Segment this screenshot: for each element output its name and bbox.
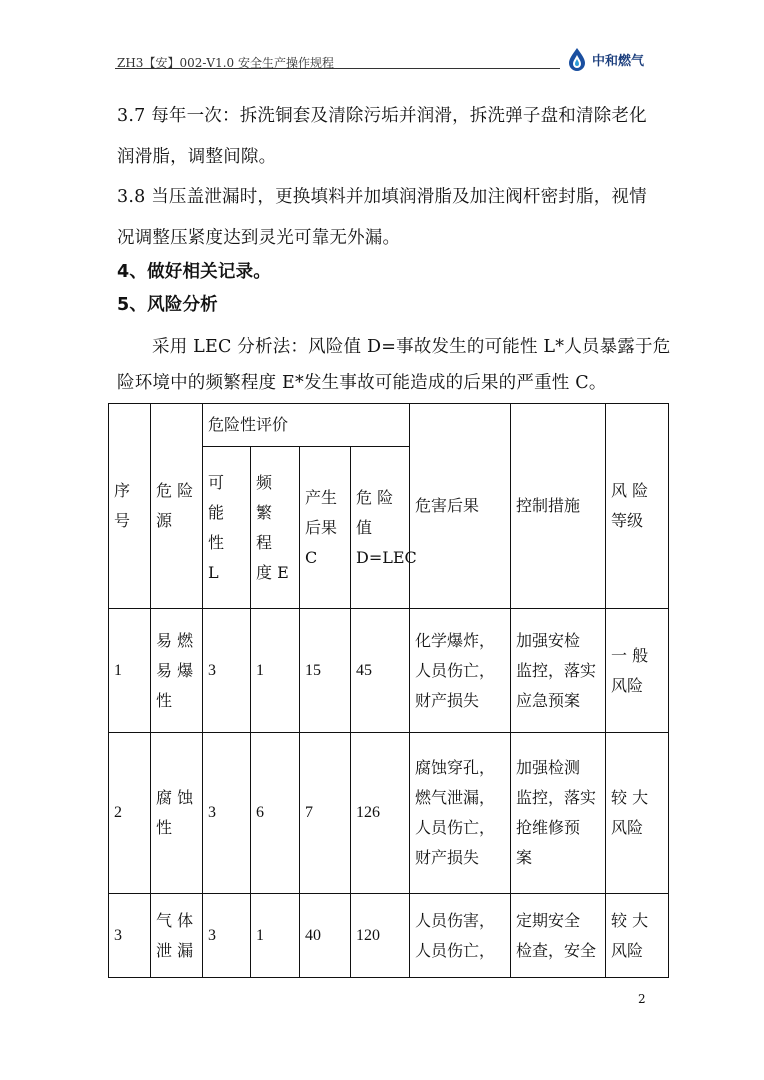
paragraph-3-8-line-1: 3.8 当压盖泄漏时，更换填料并加填润滑脂及加注阀杆密封脂，视情 [117,187,647,207]
header-consequence-score: 产生 后果 C [300,447,351,609]
page-number: 2 [638,992,646,1006]
paragraph-3-7-line-2: 润滑脂，调整间隙。 [117,147,277,167]
row-seq: 1 [109,609,151,733]
row-frequency: 6 [251,733,300,894]
header-likelihood: 可 能 性 L [203,447,251,609]
table-row [109,609,669,733]
risk-analysis-table [108,403,669,978]
row-control: 定期安全 检查，安全 [511,894,606,978]
row-seq: 3 [109,894,151,978]
row-seq: 2 [109,733,151,894]
row-likelihood: 3 [203,733,251,894]
header-consequence: 危害后果 [410,404,511,609]
table-row [109,894,669,978]
row-likelihood: 3 [203,609,251,733]
header-seq: 序 号 [109,404,151,609]
row-frequency: 1 [251,609,300,733]
row-consequence: 化学爆炸， 人员伤亡， 财产损失 [410,609,511,733]
header-frequency: 频 繁 程 度 E [251,447,300,609]
lec-paragraph-line-1: 采用 LEC 分析法：风险值 D=事故发生的可能性 L*人员暴露于危 [152,337,671,357]
row-risk-value: 120 [351,894,410,978]
header-risk-level: 风 险 等级 [606,404,669,609]
table-header-row-1 [109,404,669,447]
row-consequence: 腐蚀穿孔， 燃气泄漏， 人员伤亡， 财产损失 [410,733,511,894]
lec-paragraph-line-2: 险环境中的频繁程度 E*发生事故可能造成的后果的严重性 C。 [117,373,607,393]
company-logo [566,47,644,71]
row-frequency: 1 [251,894,300,978]
row-hazard: 易 燃 易 爆 性 [151,609,203,733]
row-consequence-score: 15 [300,609,351,733]
header-risk-value: 危 险 值 D=LEC [351,447,410,609]
row-control: 加强安检 监控，落实 应急预案 [511,609,606,733]
logo-text: 中和燃气 [592,53,645,69]
paragraph-3-7-line-1: 3.7 每年一次：拆洗铜套及清除污垢并润滑，拆洗弹子盘和清除老化 [117,106,647,126]
header-divider [115,68,560,69]
row-risk-level: 一 般 风险 [606,609,669,733]
header-risk-evaluation: 危险性评价 [203,404,410,447]
row-risk-value: 126 [351,733,410,894]
section-4-heading: 4、做好相关记录。 [117,262,271,282]
row-consequence: 人员伤害， 人员伤亡， [410,894,511,978]
row-risk-value: 45 [351,609,410,733]
row-likelihood: 3 [203,894,251,978]
row-control: 加强检测 监控，落实 抢维修预 案 [511,733,606,894]
flame-drop-icon [566,47,588,71]
row-consequence-score: 7 [300,733,351,894]
header-hazard: 危 险 源 [151,404,203,609]
row-risk-level: 较 大 风险 [606,894,669,978]
row-risk-level: 较 大 风险 [606,733,669,894]
header-control: 控制措施 [511,404,606,609]
document-header-title: ZH3【安】002-V1.0 安全生产操作规程 [117,56,334,70]
paragraph-3-8-line-2: 况调整压紧度达到灵光可靠无外漏。 [117,228,401,248]
row-hazard: 气 体 泄 漏 [151,894,203,978]
table-row [109,733,669,894]
row-hazard: 腐 蚀 性 [151,733,203,894]
section-5-heading: 5、风险分析 [117,295,218,315]
row-consequence-score: 40 [300,894,351,978]
